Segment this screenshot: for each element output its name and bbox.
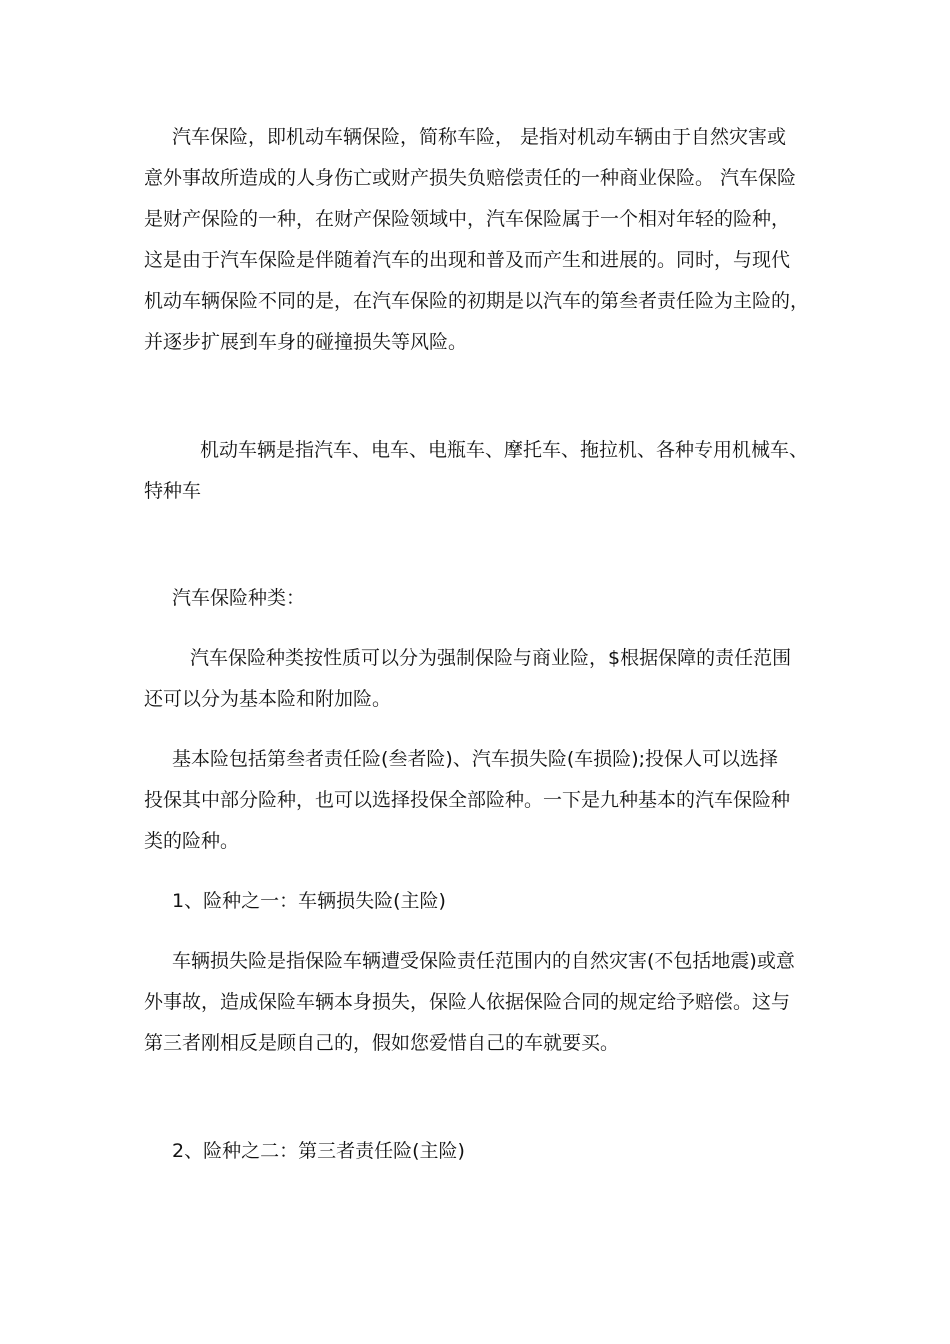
text-line: 汽车保险，即机动车辆保险，简称车险， 是指对机动车辆由于自然灾害或 bbox=[172, 126, 787, 148]
heading-insurance-type-2 bbox=[144, 1131, 814, 1172]
text-line: 机动车辆是指汽车、电车、电瓶车、摩托车、拖拉机、各种专用机械车、 bbox=[200, 439, 809, 461]
text-line: 特种车 bbox=[144, 480, 202, 502]
paragraph-basic-insurance bbox=[144, 739, 814, 862]
text-line: 是财产保险的一种，在财产保险领域中，汽车保险属于一个相对年轻的险种， bbox=[144, 208, 791, 230]
text-line: 意外事故所造成的人身伤亡或财产损失负赔偿责任的一种商业保险。 汽车保险 bbox=[144, 167, 797, 189]
paragraph-intro bbox=[144, 117, 814, 363]
text-line: 基本险包括第叁者责任险(叁者险)、汽车损失险(车损险);投保人可以选择 bbox=[172, 748, 779, 770]
text-line: 类的险种。 bbox=[144, 830, 240, 852]
text-line: 外事故，造成保险车辆本身损失，保险人依据保险合同的规定给予赔偿。这与 bbox=[144, 991, 791, 1013]
text-line: 汽车保险种类： bbox=[172, 587, 306, 609]
text-line: 第三者刚相反是顾自己的，假如您爱惜自己的车就要买。 bbox=[144, 1032, 620, 1054]
paragraph-insurance-classification bbox=[144, 638, 814, 720]
paragraph-vehicle-damage-insurance bbox=[144, 941, 814, 1064]
text-line: 并逐步扩展到车身的碰撞损失等风险。 bbox=[144, 331, 468, 353]
text-line: 2、险种之二：第三者责任险(主险) bbox=[172, 1140, 465, 1162]
text-line: 还可以分为基本险和附加险。 bbox=[144, 688, 392, 710]
text-line: 汽车保险种类按性质可以分为强制保险与商业险，$根据保障的责任范围 bbox=[190, 647, 792, 669]
paragraph-vehicle-definition bbox=[144, 430, 814, 512]
text-line: 投保其中部分险种，也可以选择投保全部险种。一下是九种基本的汽车保险种 bbox=[144, 789, 791, 811]
heading-insurance-type-1 bbox=[144, 881, 814, 922]
text-line: 这是由于汽车保险是伴随着汽车的出现和普及而产生和进展的。同时，与现代 bbox=[144, 249, 791, 271]
text-line: 车辆损失险是指保险车辆遭受保险责任范围内的自然灾害(不包括地震)或意 bbox=[172, 950, 795, 972]
text-line: 机动车辆保险不同的是，在汽车保险的初期是以汽车的第叁者责任险为主险的， bbox=[144, 290, 810, 312]
section-heading-insurance-types bbox=[144, 578, 814, 619]
text-line: 1、险种之一：车辆损失险(主险) bbox=[172, 890, 446, 912]
